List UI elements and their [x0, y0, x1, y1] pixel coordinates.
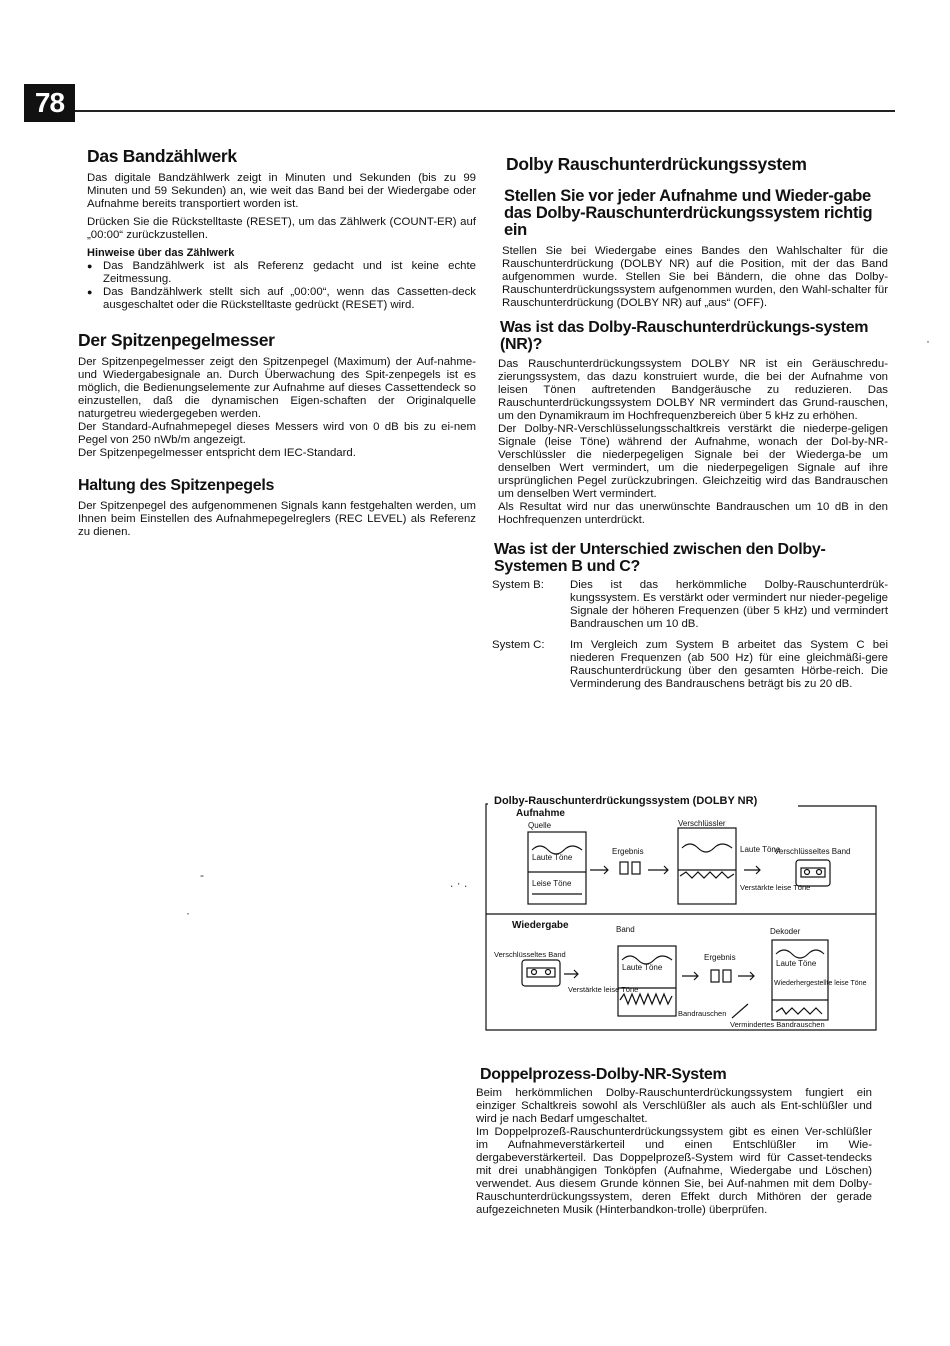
system-b-row — [492, 579, 888, 631]
section-title-haltung: Haltung des Spitzenpegels — [78, 477, 275, 494]
diagram-wiedergabe: Wiedergabe — [512, 920, 569, 931]
diagram-ergebnis-rec: Ergebnis — [612, 847, 644, 856]
scan-speck: . · . — [450, 876, 468, 890]
section-title-unterschied: Was ist der Unterschied zwischen den Dolby-Systemen B und C? — [494, 541, 826, 575]
diagram-verstarkte-leise-tone-play: Verstärkte leise Töne — [568, 985, 639, 994]
diagram-wiederhergestellte: Wiederhergestellte leise Töne — [774, 980, 867, 987]
section-title-stellen: Stellen Sie vor jeder Aufnahme und Wieder-gabe das Dolby-Rauschunterdrückungssystem richtig ein — [504, 187, 873, 239]
right-column — [492, 154, 888, 691]
diagram-verschlusseltes-band-play: Verschlüsseltes Band — [494, 950, 566, 959]
system-b-text: Dies ist das herkömmliche Dolby-Rauschunterdrük-kungssystem. Es verstärkt oder vermindert nur nieder-pegelige Signale der höheren Frequenzen (über 5 kHz) und vermindert Bandrauschen um 10 dB. — [570, 579, 888, 630]
diagram-quelle: Quelle — [528, 821, 552, 830]
diagram-verstarkte-leise-tone: Verstärkte leise Töne — [740, 883, 811, 892]
diagram-verschlusseltes-band: Verschlüsseltes Band — [774, 847, 851, 856]
haltung-paragraph-1: Der Spitzenpegel des aufgenommenen Signals kann festgehalten werden, um Ihnen beim Einstellen des Aufnahmepegelreglers (REC LEVEL) als Referenz zu dienen. — [78, 500, 476, 538]
diagram-dekoder: Dekoder — [770, 927, 801, 936]
system-b-label: System B: — [492, 579, 544, 591]
diagram-ergebnis-play: Ergebnis — [704, 953, 736, 962]
note-list — [87, 260, 476, 312]
section-title-bandzahlwerk: Das Bandzählwerk — [87, 146, 237, 166]
note-heading: Hinweise über das Zählwerk — [87, 247, 235, 259]
note-item: ● Das Bandzählwerk ist als Referenz gedacht und ist keine echte Zeitmessung. — [87, 260, 476, 286]
bandzahlwerk-paragraph-2: Drücken Sie die Rückstelltaste (RESET), um das Zählwerk (COUNT-ER) auf „00:00“ zurückzustellen. — [87, 216, 476, 241]
spitzenpegel-paragraph-1: Der Spitzenpegelmesser zeigt den Spitzenpegel (Maximum) der Auf-nahme- und Wiedergabesignale an. Durch Überwachung des Spit-zenpegels ist es möglich, die Bedienungselemente zur Aufnahme auf dieses Cassettendeck so einzustellen, daß die dynamischen Eigen-schaften der Originalquelle naturgetreu wiedergegeben werden. — [78, 356, 476, 420]
diagram-bandrauschen: Bandrauschen — [678, 1009, 727, 1018]
diagram-leise-tone: Leise Töne — [532, 879, 572, 888]
was-ist-paragraph-1: Das Rauschunterdrückungssystem DOLBY NR ist ein Geräuschredu-zierungssystem, das dazu konstruiert wurde, die bei der Aufnahme von leisen Tönen auftretenden Bandgeräusche zu reduzieren. Das Rauschunterdrückungssystem DOLBY NR vermindert das Grund-rauschen, um den Dynamikraum im Hochfrequenzbereich über 5 kHz zu erhöhen. — [498, 358, 888, 422]
scan-speck: · — [926, 334, 930, 348]
section-title-spitzenpegelmesser: Der Spitzenpegelmesser — [78, 330, 275, 350]
spitzenpegel-paragraph-3: Der Spitzenpegelmesser entspricht dem IEC-Standard. — [78, 447, 356, 459]
system-c-text: Im Vergleich zum System B arbeitet das System C bei niederen Frequenzen (ab 500 Hz) für eine gleichmäßi-gere Rauschunterdrückung über den gesamten Hörbe-reich. Die Verminderung des Bandrauschens beträgt bis zu 20 dB. — [570, 639, 888, 690]
section-title-dolby: Dolby Rauschunterdrückungssystem — [506, 154, 807, 174]
diagram-title: Dolby-Rauschunterdrückungssystem (DOLBY NR) — [494, 795, 758, 807]
scan-speck: · — [186, 906, 190, 920]
section-title-doppelprozess: Doppelprozess-Dolby-NR-System — [480, 1066, 727, 1083]
diagram-laute-tone-enc: Laute Töne — [740, 845, 781, 854]
diagram-vermindertes-bandrauschen: Vermindertes Bandrauschen — [730, 1020, 825, 1029]
note-item: ● Das Bandzählwerk stellt sich auf „00:00“, wenn das Cassetten-deck ausgeschaltet oder die Rückstelltaste gedrückt (RESET) wird. — [87, 286, 476, 312]
section-title-was-ist: Was ist das Dolby-Rauschunterdrückungs-system (NR)? — [500, 319, 869, 353]
spitzenpegel-paragraph-2: Der Standard-Aufnahmepegel dieses Messers wird von 0 dB bis zu ei-nem Pegel von 250 nWb/m angezeigt. — [78, 421, 476, 446]
diagram-laute-tone: Laute Töne — [532, 853, 573, 862]
dolby-nr-diagram — [482, 790, 880, 1035]
diagram-laute-tone-dec: Laute Töne — [776, 959, 817, 968]
diagram-band: Band — [616, 925, 635, 934]
diagram-aufnahme: Aufnahme — [516, 808, 565, 819]
doppelprozess-section — [476, 1066, 872, 1217]
bandzahlwerk-paragraph-1: Das digitale Bandzählwerk zeigt in Minuten und Sekunden (bis zu 99 Minuten und 59 Sekunden) an, wie weit das Band bei der Wiedergabe oder Aufnahme bereits transportiert worden ist. — [87, 172, 476, 210]
header-rule — [75, 110, 895, 112]
left-column — [78, 146, 476, 539]
was-ist-paragraph-3: Als Resultat wird nur das unerwünschte Bandrauschen um 10 dB in den Hochfrequenzen unterdrückt. — [498, 501, 888, 526]
doppel-paragraph-2: Im Doppelprozeß-Rauschunterdrückungssystem gibt es einen Ver-schlüßler im Aufnahmeverstärkerteil und einen Entschlüßler im Wie-dergabeverstärkerteil. Das Doppelprozeß-System wird für Casset-tendecks mit drei unabhängigen Tonköpfen (Aufnahme, Wiedergabe und Löschen) verwendet. Aus diesem Grunde können Sie, bei Auf-nahmen mit dem Dolby-Rauschunterdrückungssystem, deren Effekt durch Mithören der gerade aufgezeichneten Musik (Hinterbandkon-trolle) überprüfen. — [476, 1126, 872, 1216]
diagram-laute-tone-band: Laute Töne — [622, 963, 663, 972]
was-ist-paragraph-2: Der Dolby-NR-Verschlüsselungsschaltkreis verstärkt die niederpe-geligen Signale (leise Töne) während der Aufnahme, wonach der Dol-by-NR-Verschlüssler die niederpegeligen Signale bei der Wiederga-be um denselben Wert vermindert, um die niederpegeligen Signale auf ihre ursprünglichen Pegel zurückzubringen. Gleichzeitig wird das Bandrauschen um denselben Wert vermindert. — [498, 423, 888, 500]
stellen-paragraph-1: Stellen Sie bei Wiedergabe eines Bandes den Wahlschalter für die Rauschunterdrückung (DOLBY NR) auf die Position, mit der das Band aufgenommen wurde. Stellen Sie bei Bändern, die ohne das Dolby-Rauschunterdrückungssystem aufgenommen wurden, den Wahl-schalter für Rauschunterdrückung (DOLBY NR) auf „aus“ (OFF). — [502, 245, 888, 309]
page-number: 78 — [24, 84, 75, 122]
diagram-verschlussler: Verschlüssler — [678, 819, 726, 828]
scan-speck: - — [200, 868, 204, 882]
doppel-paragraph-1: Beim herkömmlichen Dolby-Rauschunterdrückungssystem fungiert ein einziger Schaltkreis sowohl als Verschlüßler als auch als Ent-schlüßler und wird je nach Bedarf umgeschaltet. — [476, 1087, 872, 1125]
system-c-row — [492, 639, 888, 691]
system-c-label: System C: — [492, 639, 545, 651]
